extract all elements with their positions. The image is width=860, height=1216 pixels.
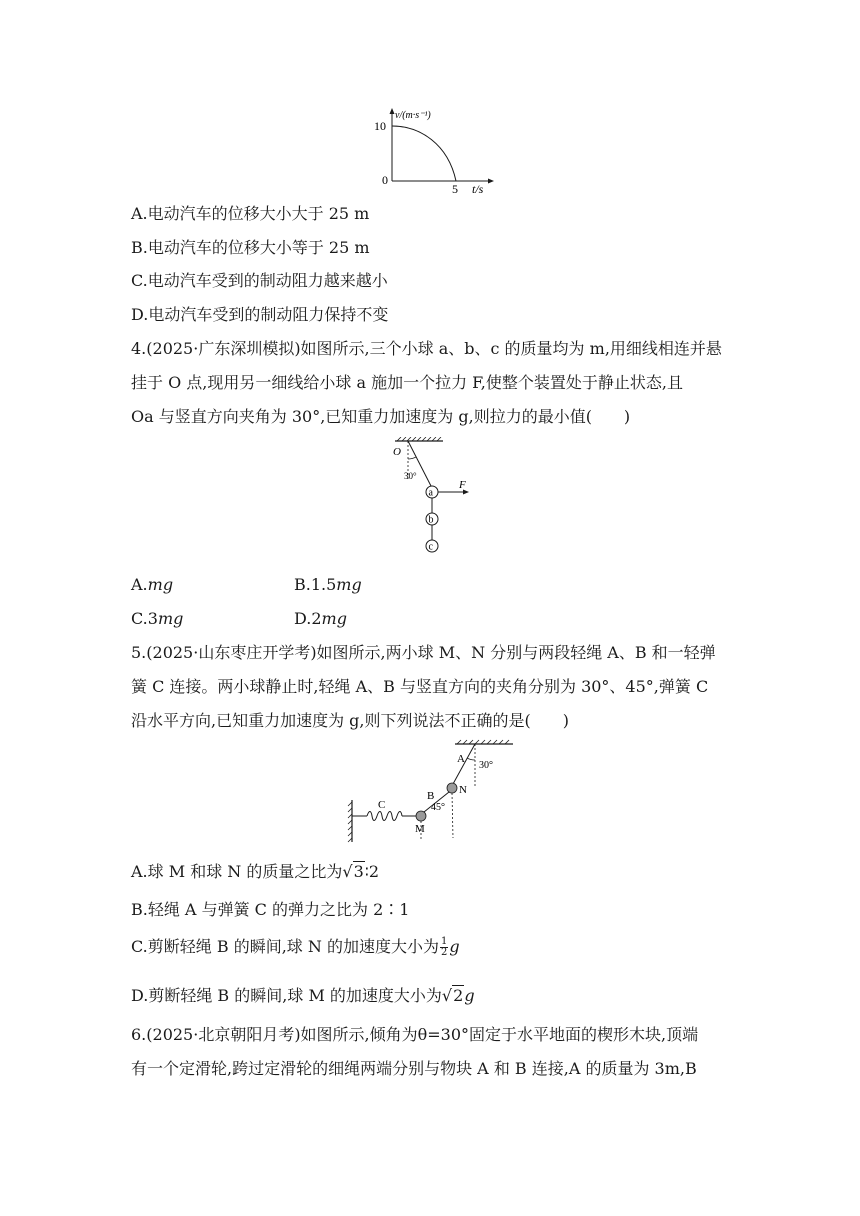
q4-stem-line-3: Oa 与竖直方向夹角为 30°,已知重力加速度为 g,则拉力的最小值( ): [131, 407, 631, 426]
label-o: O: [393, 446, 401, 458]
q5-stem-line-1: 5.(2025·山东枣庄开学考)如图所示,两小球 M、N 分别与两段轻绳 A、B 和一轻弹: [131, 643, 716, 662]
ball-a-label: a: [428, 487, 433, 499]
q3-option-b: B.电动汽车的位移大小等于 25 m: [131, 238, 370, 257]
q4-stem-line-2: 挂于 O 点,现用另一细线给小球 a 施加一个拉力 F,使整个装置处于静止状态,且: [131, 373, 683, 392]
x-tick-label: 5: [452, 182, 458, 194]
ball-n-label: N: [459, 784, 467, 796]
ball-b-label: b: [428, 514, 434, 526]
q4-option-b: B.1.5mg: [294, 575, 362, 594]
rope-b-label: B: [427, 790, 435, 802]
q5-option-a: A.球 M 和球 N 的质量之比为√3∶2: [131, 862, 380, 881]
q3-option-d: D.电动汽车受到的制动阻力保持不变: [131, 305, 389, 324]
q5-option-c: C.剪断轻绳 B 的瞬间,球 N 的加速度大小为 $\frac{1}{2}$ g: [131, 936, 460, 958]
y-axis-label: v/(m·s⁻¹): [395, 110, 431, 121]
q4-stem-line-1: 4.(2025·广东深圳模拟)如图所示,三个小球 a、b、c 的质量均为 m,用细线相连并悬: [131, 339, 722, 358]
spring-c-label: C: [378, 799, 386, 811]
ball-m-label: M: [415, 823, 425, 835]
q4-option-a: A.mg: [131, 575, 174, 594]
y-tick-label: 10: [374, 119, 386, 133]
label-45-degrees: 45°: [431, 802, 445, 813]
three-balls-figure: [385, 437, 485, 562]
label-30-degrees: 30°: [479, 760, 493, 771]
q4-option-c: C.3mg: [131, 609, 184, 628]
q4-option-d: D.2mg: [294, 609, 347, 628]
velocity-curve: [392, 126, 456, 181]
origin-label: 0: [382, 173, 388, 187]
label-30-degrees: 30°: [404, 471, 417, 481]
q6-stem-line-2: 有一个定滑轮,跨过定滑轮的细绳两端分别与物块 A 和 B 连接,A 的质量为 3m,B: [131, 1059, 697, 1078]
x-axis-label: t/s: [472, 182, 484, 194]
q5-stem-line-2: 簧 C 连接。两小球静止时,轻绳 A、B 与竖直方向的夹角分别为 30°、45°,弹簧 C: [131, 677, 709, 696]
rope-a-label: A: [457, 753, 465, 765]
spring-rope-figure: [345, 738, 515, 844]
spring-coil: [367, 812, 402, 821]
ball-c-label: c: [428, 541, 433, 553]
q3-option-a: A.电动汽车的位移大小大于 25 m: [131, 204, 370, 223]
force-f-label: F: [459, 479, 466, 491]
q5-option-d: D.剪断轻绳 B 的瞬间,球 M 的加速度大小为√2g: [131, 986, 475, 1005]
q3-option-c: C.电动汽车受到的制动阻力越来越小: [131, 271, 388, 290]
q5-stem-line-3: 沿水平方向,已知重力加速度为 g,则下列说法不正确的是( ): [131, 711, 569, 730]
q5-option-b: B.轻绳 A 与弹簧 C 的弹力之比为 2∶1: [131, 900, 410, 919]
velocity-time-graph: [360, 104, 500, 194]
q6-stem-line-1: 6.(2025·北京朝阳月考)如图所示,倾角为θ=30°固定于水平地面的楔形木块,顶端: [131, 1025, 699, 1044]
